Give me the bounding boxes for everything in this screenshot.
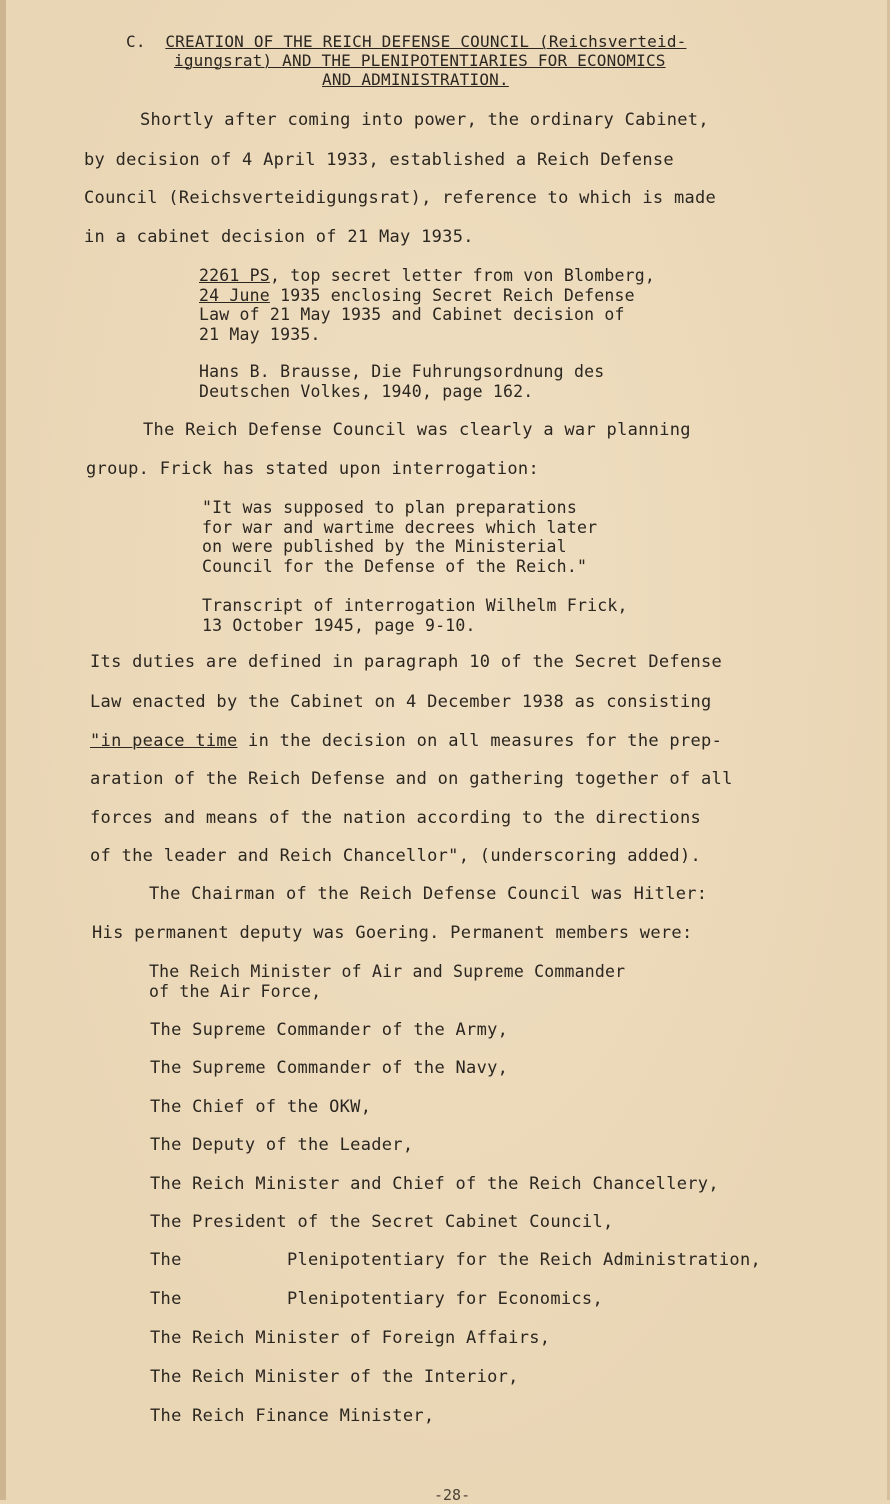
member-list-item: The Deputy of the Leader,: [150, 1135, 414, 1155]
frick-quote: [202, 498, 597, 576]
section-title-line-2: igungsrat) AND THE PLENIPOTENTIARIES FOR ECONOMICS: [174, 51, 666, 70]
paragraph-1-line-4: in a cabinet decision of 21 May 1935.: [84, 227, 474, 247]
member-list-item: The Supreme Commander of the Army,: [150, 1020, 509, 1040]
citation-frick-transcript: [202, 596, 628, 635]
paragraph-1-line-3: Council (Reichsverteidigungsrat), reference to which is made: [84, 188, 717, 208]
member-air-minister-line-2: of the Air Force,: [149, 981, 322, 1001]
member-list-item: The Plenipotentiary for Economics,: [150, 1289, 603, 1309]
paragraph-3-line-5: forces and means of the nation according to the directions: [90, 808, 702, 828]
section-title-line-3: AND ADMINISTRATION.: [322, 70, 509, 89]
document-reference: 2261 PS: [199, 266, 270, 285]
paragraph-4-line-1: The Chairman of the Reich Defense Council was Hitler:: [149, 884, 708, 904]
underscored-phrase: "in peace time: [90, 731, 238, 751]
member-list-item: The Reich Minister of the Interior,: [150, 1367, 519, 1387]
citation-1-line-2: 1935 enclosing Secret Reich Defense: [269, 285, 635, 305]
member-air-minister-line-1: The Reich Minister of Air and Supreme Commander: [149, 962, 626, 981]
member-list-item: The Supreme Commander of the Navy,: [150, 1058, 509, 1078]
paragraph-2-line-1: The Reich Defense Council was clearly a war planning: [143, 420, 691, 440]
citation-blomberg-letter: [199, 266, 655, 344]
quote-line-4: Council for the Defense of the Reich.": [202, 556, 588, 576]
member-list-item: The Reich Minister of Foreign Affairs,: [150, 1328, 551, 1348]
citation-1-line-3: Law of 21 May 1935 and Cabinet decision of: [199, 305, 625, 324]
citation-3-line-2: 13 October 1945, page 9-10.: [202, 615, 476, 635]
quote-line-2: for war and wartime decrees which later: [202, 517, 598, 537]
citation-2-line-2: Deutschen Volkes, 1940, page 162.: [199, 381, 534, 401]
quote-line-3: on were published by the Ministerial: [202, 537, 567, 556]
paragraph-3-line-3: [90, 731, 722, 751]
paragraph-3-line-2: Law enacted by the Cabinet on 4 December 1938 as consisting: [90, 692, 712, 712]
paragraph-1-line-2: by decision of 4 April 1933, established a Reich Defense: [84, 150, 674, 170]
paragraph-3-line-4: aration of the Reich Defense and on gathering together of all: [90, 769, 733, 789]
paragraph-1-line-1: Shortly after coming into power, the ordinary Cabinet,: [140, 110, 709, 130]
member-air-minister: [149, 962, 625, 1001]
member-list-item: The Reich Minister and Chief of the Reich Chancellery,: [150, 1174, 719, 1194]
citation-2-line-1: Hans B. Brausse, Die Fuhrungsordnung des: [199, 362, 605, 381]
citation-brausse: [199, 362, 604, 401]
quote-line-1: "It was supposed to plan preparations: [202, 498, 577, 517]
citation-1-line-1: , top secret letter from von Blomberg,: [269, 266, 656, 285]
member-list-item: The President of the Secret Cabinet Council,: [150, 1212, 614, 1232]
citation-date: 24 June: [199, 285, 270, 305]
citation-1-line-4: 21 May 1935.: [199, 324, 321, 344]
paragraph-3-line-1: Its duties are defined in paragraph 10 of the Secret Defense: [90, 652, 723, 672]
citation-3-line-1: Transcript of interrogation Wilhelm Frick,: [202, 596, 628, 615]
member-list-item: The Reich Finance Minister,: [150, 1406, 435, 1426]
paragraph-4-line-2: His permanent deputy was Goering. Permanent members were:: [92, 923, 693, 943]
member-list-item: The Plenipotentiary for the Reich Administration,: [150, 1250, 762, 1270]
page-number: -28-: [434, 1486, 471, 1504]
member-list-item: The Chief of the OKW,: [150, 1097, 372, 1117]
paragraph-2-line-2: group. Frick has stated upon interrogation:: [86, 459, 539, 479]
section-title-line-1: CREATION OF THE REICH DEFENSE COUNCIL (Reichsverteid-: [165, 32, 687, 51]
section-heading: [126, 32, 806, 89]
section-label: C.: [126, 32, 146, 51]
paragraph-3-line-6: of the leader and Reich Chancellor", (underscoring added).: [90, 846, 702, 866]
paragraph-3-line-3-rest: in the decision on all measures for the prep-: [237, 731, 723, 751]
